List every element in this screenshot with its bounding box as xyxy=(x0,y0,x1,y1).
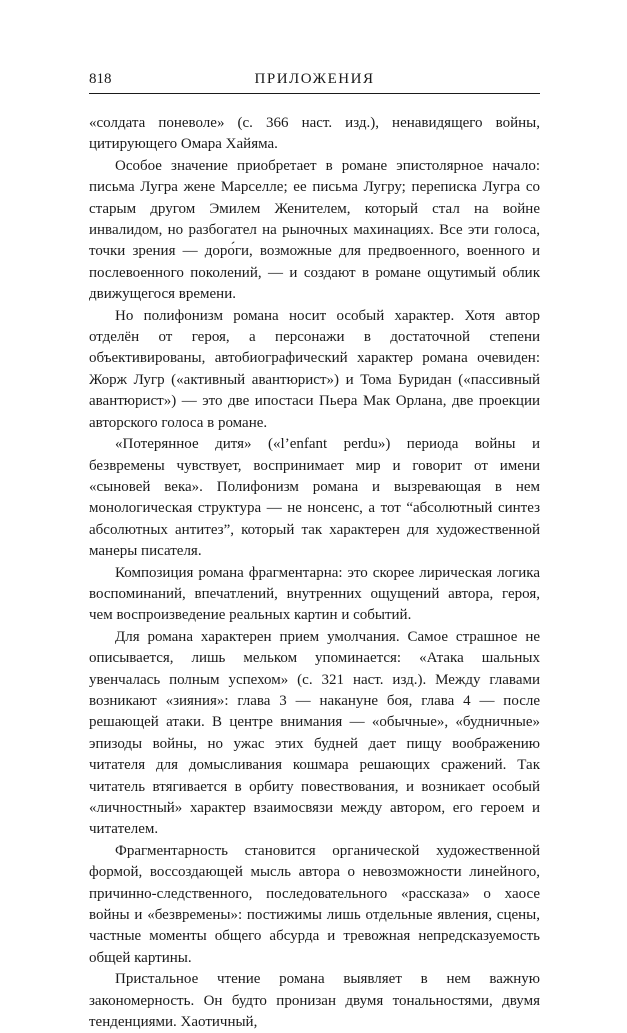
paragraph: Но полифонизм романа носит особый характер. Хотя автор отделён от героя, а персонажи в достаточной степени объективированы, автобиографический характер романа очевиден: Жорж Лугр («активный авантюрист») и Тома Буридан («пассивный авантюрист») — это две ипостаси Пьера Мак Орлана, две проекции авторского голоса в романе. xyxy=(89,307,540,431)
paragraph: Фрагментарность становится органической художественной формой, воссоздающей мысль автора о невозможности линейного, причинно-следственного, последовательного «рассказа» о хаосе войны и «безвремены»: постижимы лишь отдельные явления, сцены, частные моменты общего абсурда и тревожная непредсказуемость общей картины. xyxy=(89,842,540,966)
paragraph: Особое значение приобретает в романе эпистолярное начало: письма Лугра жене Марселле; ее письма Лугру; переписка Лугра со старым другом Эмилем Женителем, который стал на войне инвалидом, но разбогател на рыночных махинациях. Все эти голоса, точки зрения — доро́ги, возможные для предвоенного, военного и послевоенного поколений, — и создают в романе ощутимый облик движущегося времени. xyxy=(89,157,540,303)
paragraph: Для романа характерен прием умолчания. Самое страшное не описывается, лишь мельком упоминается: «Атака шальных увенчалась полным успехом» (с. 321 наст. изд.). Между главами возникают «зияния»: глава 3 — накануне боя, глава 4 — после решающей атаки. В центре внимания — «обычные», «будничные» эпизоды войны, но ужас этих будней дает пищу воображению читателя для домысливания кошмара решающих сражений. Так читатель втягивается в орбиту повествования, и возникает особый «личностный» характер взаимосвязи между автором, его героем и читателем. xyxy=(89,628,540,838)
page-header xyxy=(89,71,540,91)
page-number: 818 xyxy=(89,71,112,87)
running-title: ПРИЛОЖЕНИЯ xyxy=(254,71,375,87)
header-rule xyxy=(89,93,540,94)
paragraph: «Потерянное дитя» («l’enfant perdu») периода войны и безвремены чувствует, воспринимает мир и говорит от имени «сыновей века». Полифонизм романа и вызревающая в нем монологическая структура — не нонсенс, а тот “абсолютный синтез абсолютных антитез”, который так характерен для художественной манеры писателя. xyxy=(89,436,540,560)
paragraph: «солдата поневоле» (с. 366 наст. изд.), ненавидящего войны, цитирующего Омара Хайяма. xyxy=(89,115,540,153)
body-text xyxy=(89,113,540,1033)
paragraph: Пристальное чтение романа выявляет в нем важную закономерность. Он будто пронизан двумя тональностями, двумя тенденциями. Хаотичный, xyxy=(89,971,540,1031)
paragraph: Композиция романа фрагментарна: это скорее лирическая логика воспоминаний, впечатлений, внутренних ощущений автора, героя, чем воспроизведение реальных картин и событий. xyxy=(89,564,540,624)
